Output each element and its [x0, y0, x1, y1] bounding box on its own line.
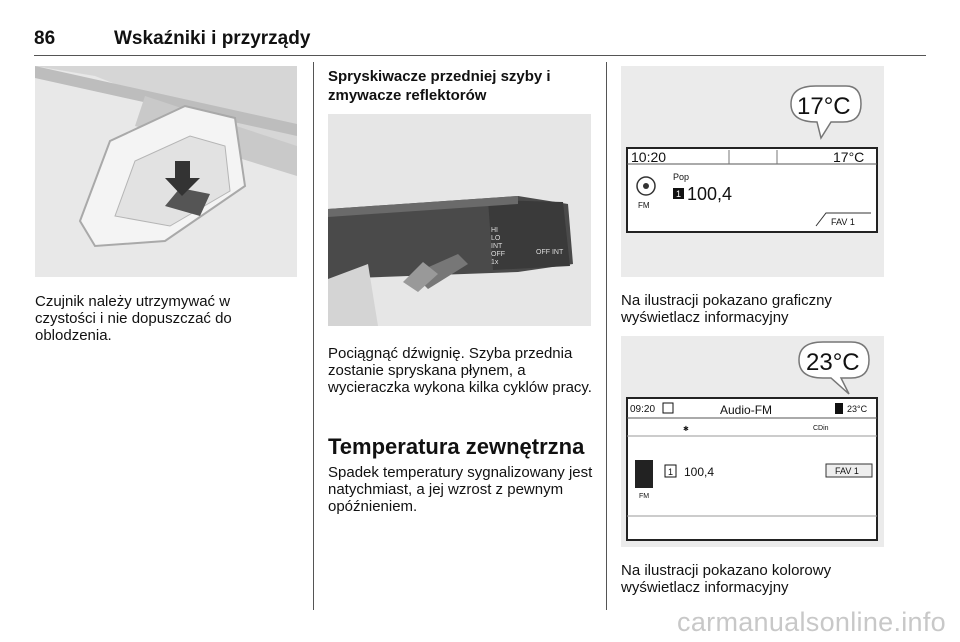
- display1-source: FM: [638, 201, 650, 210]
- chapter-title: Wskaźniki i przyrządy: [114, 28, 311, 49]
- display1-preset: 1: [676, 189, 682, 199]
- display2-preset: 1: [668, 467, 674, 477]
- display1-fav: FAV 1: [831, 217, 855, 227]
- display2-callout-temp: 23°C: [806, 349, 860, 376]
- display2-frequency: 100,4: [684, 465, 715, 479]
- phone-icon: [835, 403, 843, 414]
- rain-sensor-illustration: [35, 66, 297, 277]
- lever-label-1x: 1x: [491, 259, 499, 266]
- display2-title: Audio-FM: [720, 403, 773, 417]
- display2-temp: 23°C: [847, 404, 868, 414]
- bluetooth-icon: ✱: [683, 426, 689, 433]
- rain-sensor-caption: Czujnik należy utrzymywać w czystości i nie dopuszczać do oblodzenia.: [35, 293, 232, 344]
- display1-callout-temp: 17°C: [797, 93, 851, 120]
- color-display-caption: Na ilustracji pokazano kolorowy wyświetlacz informacyjny: [621, 562, 832, 596]
- display1-genre: Pop: [673, 172, 690, 182]
- lever-label-ring: OFF INT: [536, 249, 564, 256]
- wiper-lever-illustration: [328, 114, 591, 326]
- display1-time: 10:20: [631, 149, 667, 165]
- display1-temp: 17°C: [833, 149, 865, 165]
- display2-source: FM: [639, 493, 650, 500]
- page-number: 86: [34, 28, 56, 49]
- column-divider-1: [313, 62, 314, 610]
- color-display-illustration: [621, 336, 884, 547]
- display1-frequency: 100,4: [687, 184, 733, 204]
- outside-temperature-text: Spadek temperatury sygnalizowany jest natychmiast, a jej wzrost z pewnym opóźnieniem.: [328, 464, 593, 515]
- washer-paragraph: Pociągnąć dźwignię. Szyba przednia zostanie spryskana płynem, a wycieraczka wykona kilka cyklów pracy.: [328, 345, 592, 396]
- header-rule: [34, 55, 926, 56]
- page-header: [34, 28, 310, 50]
- display2-fav: FAV 1: [835, 466, 859, 476]
- column-divider-2: [606, 62, 607, 610]
- graphic-display-caption: Na ilustracji pokazano graficzny wyświetlacz informacyjny: [621, 292, 832, 326]
- watermark: carmanualsonline.info: [677, 607, 946, 637]
- washer-heading: Spryskiwacze przedniej szyby i zmywacze reflektorów: [328, 68, 551, 104]
- display2-cdin: CDin: [813, 425, 829, 432]
- lever-label-lo: LO: [491, 235, 501, 242]
- color-display-figure: [621, 336, 884, 547]
- lever-label-int: INT: [491, 243, 503, 250]
- rain-sensor-figure: [35, 66, 297, 277]
- display2-time: 09:20: [630, 404, 656, 415]
- graphic-display-figure: [621, 66, 884, 277]
- outside-temperature-heading: Temperatura zewnętrzna: [328, 434, 585, 459]
- lever-label-off: OFF: [491, 251, 505, 258]
- wiper-lever-figure: [328, 114, 591, 326]
- lever-label-hi: HI: [491, 227, 498, 234]
- radio-source-icon: [635, 460, 653, 488]
- graphic-display-illustration: [621, 66, 884, 277]
